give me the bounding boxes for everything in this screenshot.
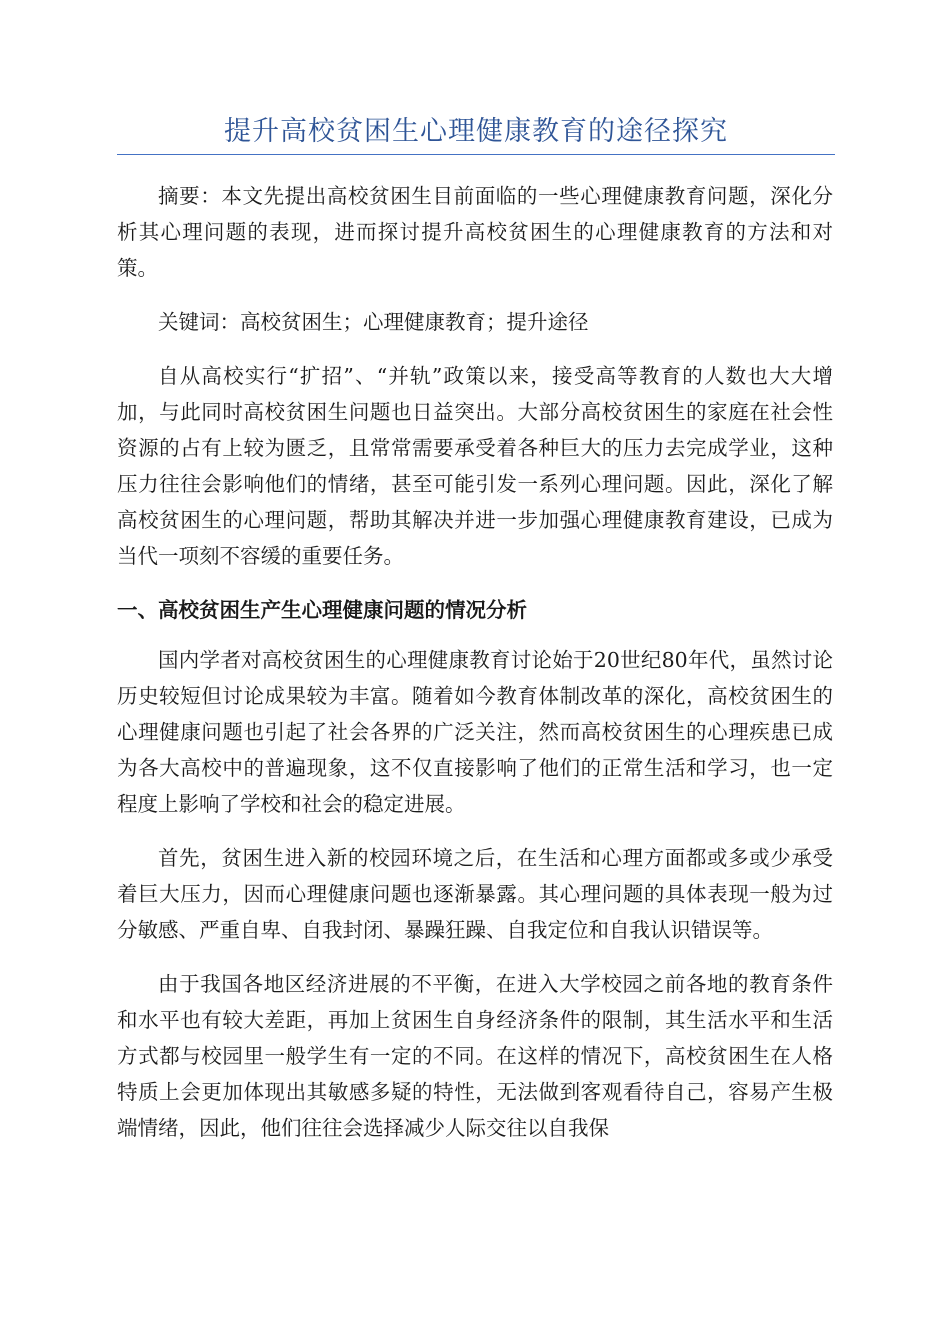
body-paragraph-2: 首先，贫困生进入新的校园环境之后，在生活和心理方面都或多或少承受着巨大压力，因而心理健康问题也逐渐暴露。其心理问题的具体表现一般为过分敏感、严重自卑、自我封闭、暴躁狂躁、自我定位和自我认识错误等。	[117, 846, 833, 942]
section-heading-1: 一、高校贫困生产生心理健康问题的情况分析	[117, 598, 527, 622]
abstract-paragraph: 摘要：本文先提出高校贫困生目前面临的一些心理健康教育问题，深化分析其心理问题的表现，进而探讨提升高校贫困生的心理健康教育的方法和对策。	[117, 184, 833, 280]
document-body	[117, 178, 833, 1164]
intro-paragraph: 自从高校实行“扩招”、“并轨”政策以来，接受高等教育的人数也大大增加，与此同时高校贫困生问题也日益突出。大部分高校贫困生的家庭在社会性资源的占有上较为匮乏，且常常需要承受着各种巨大的压力去完成学业，这种压力往往会影响他们的情绪，甚至可能引发一系列心理问题。因此，深化了解高校贫困生的心理问题，帮助其解决并进一步加强心理健康教育建设，已成为当代一项刻不容缓的重要任务。	[117, 364, 833, 568]
title-divider	[117, 154, 835, 155]
document-title: 提升高校贫困生心理健康教育的途径探究	[224, 116, 728, 147]
body-paragraph-3: 由于我国各地区经济进展的不平衡，在进入大学校园之前各地的教育条件和水平也有较大差距，再加上贫困生自身经济条件的限制，其生活水平和生活方式都与校园里一般学生有一定的不同。在这样的情况下，高校贫困生在人格特质上会更加体现出其敏感多疑的特性，无法做到客观看待自己，容易产生极端情绪，因此，他们往往会选择减少人际交往以自我保	[117, 972, 833, 1140]
body-paragraph-1: 国内学者对高校贫困生的心理健康教育讨论始于20世纪80年代，虽然讨论历史较短但讨论成果较为丰富。随着如今教育体制改革的深化，高校贫困生的心理健康问题也引起了社会各界的广泛关注，然而高校贫困生的心理疾患已成为各大高校中的普遍现象，这不仅直接影响了他们的正常生活和学习，也一定程度上影响了学校和社会的稳定进展。	[117, 648, 833, 816]
keywords-paragraph: 关键词：高校贫困生；心理健康教育；提升途径	[158, 310, 589, 334]
